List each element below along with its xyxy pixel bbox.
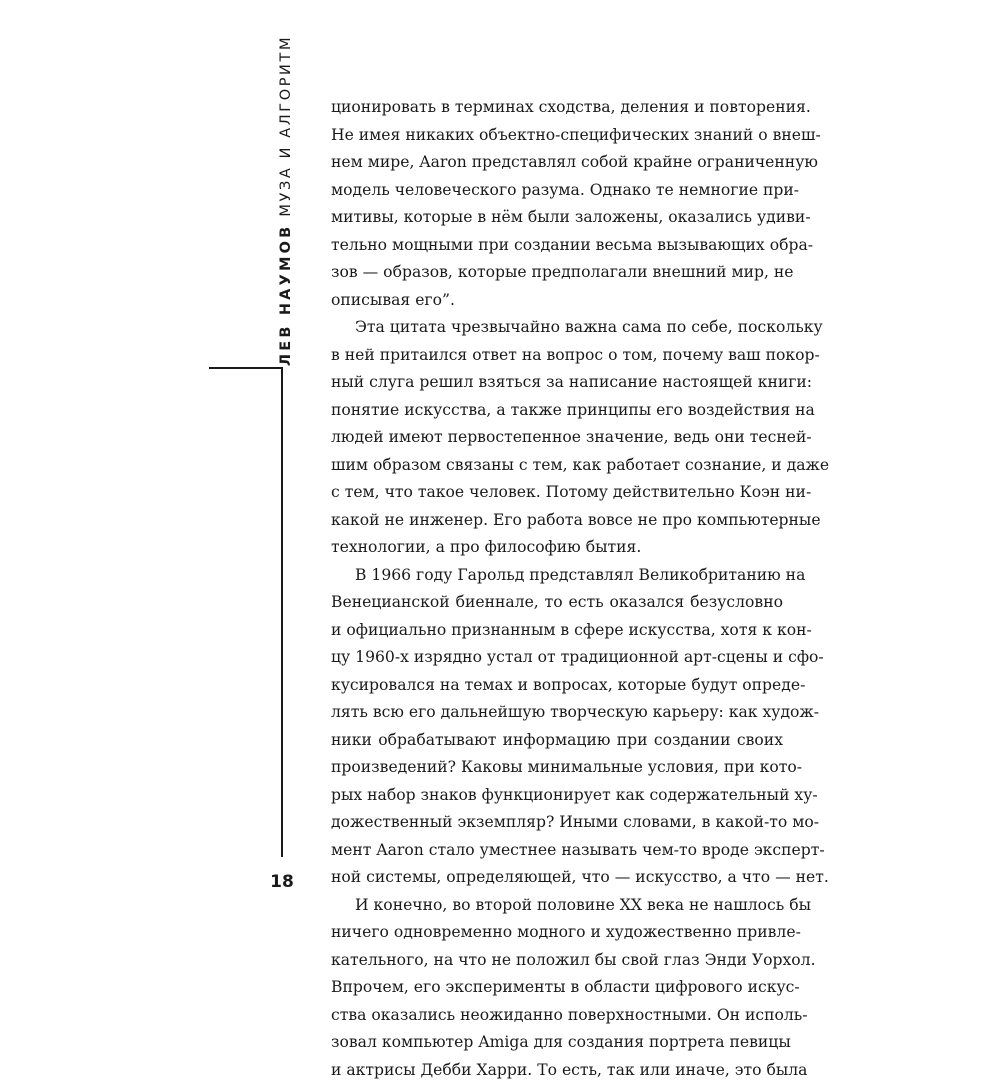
text-line: Не имея никаких объектно-специфических знаний о внеш- <box>331 122 783 150</box>
text-line: мент Aaron стало уместнее называть чем-то вроде эксперт- <box>331 837 783 865</box>
margin-rule-vertical <box>281 367 283 857</box>
body-text <box>331 94 783 1084</box>
text-line: кательного, на что не положил бы свой глаз Энди Уорхол. <box>331 947 783 975</box>
text-line: в ней притаился ответ на вопрос о том, почему ваш покор- <box>331 342 783 370</box>
text-line: понятие искусства, а также принципы его воздействия на <box>331 397 783 425</box>
text-line: лять всю его дальнейшую творческую карьеру: как худож- <box>331 699 783 727</box>
margin-rule-horizontal <box>209 367 282 369</box>
text-line: ционировать в терминах сходства, деления и повторения. <box>331 94 783 122</box>
text-line: и актрисы Дебби Харри. То есть, так или иначе, это была <box>331 1057 783 1084</box>
text-line: ничего одновременно модного и художественно привле- <box>331 919 783 947</box>
running-head-author: ЛЕВ НАУМОВ <box>278 224 294 366</box>
text-line: И конечно, во второй половине XX века не нашлось бы <box>331 892 783 920</box>
page-number: 18 <box>252 872 312 892</box>
text-line: рых набор знаков функционирует как содержательный ху- <box>331 782 783 810</box>
text-line: описывая его”. <box>331 287 783 315</box>
text-line: кусировался на темах и вопросах, которые будут опреде- <box>331 672 783 700</box>
text-line: какой не инженер. Его работа вовсе не про компьютерные <box>331 507 783 535</box>
text-line: цу 1960-х изрядно устал от традиционной арт-сцены и сфо- <box>331 644 783 672</box>
running-head <box>268 96 304 366</box>
text-line: зовал компьютер Amiga для создания портрета певицы <box>331 1029 783 1057</box>
text-line: произведений? Каковы минимальные условия, при кото- <box>331 754 783 782</box>
text-line: шим образом связаны с тем, как работает сознание, и даже <box>331 452 783 480</box>
text-line: людей имеют первостепенное значение, ведь они тесней- <box>331 424 783 452</box>
text-line: тельно мощными при создании весьма вызывающих обра- <box>331 232 783 260</box>
text-line: ники обрабатывают информацию при создании своих <box>331 727 783 755</box>
text-line: Эта цитата чрезвычайно важна сама по себе, поскольку <box>331 314 783 342</box>
text-line: митивы, которые в нём были заложены, оказались удиви- <box>331 204 783 232</box>
text-line: ный слуга решил взяться за написание настоящей книги: <box>331 369 783 397</box>
text-line: ной системы, определяющей, что — искусство, а что — нет. <box>331 864 783 892</box>
running-head-title: МУЗА И АЛГОРИТМ <box>278 35 294 217</box>
text-line: дожественный экземпляр? Иными словами, в какой-то мо- <box>331 809 783 837</box>
text-line: технологии, а про философию бытия. <box>331 534 783 562</box>
text-line: с тем, что такое человек. Потому действительно Коэн ни- <box>331 479 783 507</box>
text-line: Впрочем, его эксперименты в области цифрового искус- <box>331 974 783 1002</box>
text-line: Венецианской биеннале, то есть оказался безусловно <box>331 589 783 617</box>
text-line: ства оказались неожиданно поверхностными. Он исполь- <box>331 1002 783 1030</box>
text-line: зов — образов, которые предполагали внешний мир, не <box>331 259 783 287</box>
text-line: и официально признанным в сфере искусства, хотя к кон- <box>331 617 783 645</box>
running-head-text <box>268 96 304 366</box>
text-line: модель человеческого разума. Однако те немногие при- <box>331 177 783 205</box>
text-line: В 1966 году Гарольд представлял Великобританию на <box>331 562 783 590</box>
text-line: нем мире, Aaron представлял собой крайне ограниченную <box>331 149 783 177</box>
